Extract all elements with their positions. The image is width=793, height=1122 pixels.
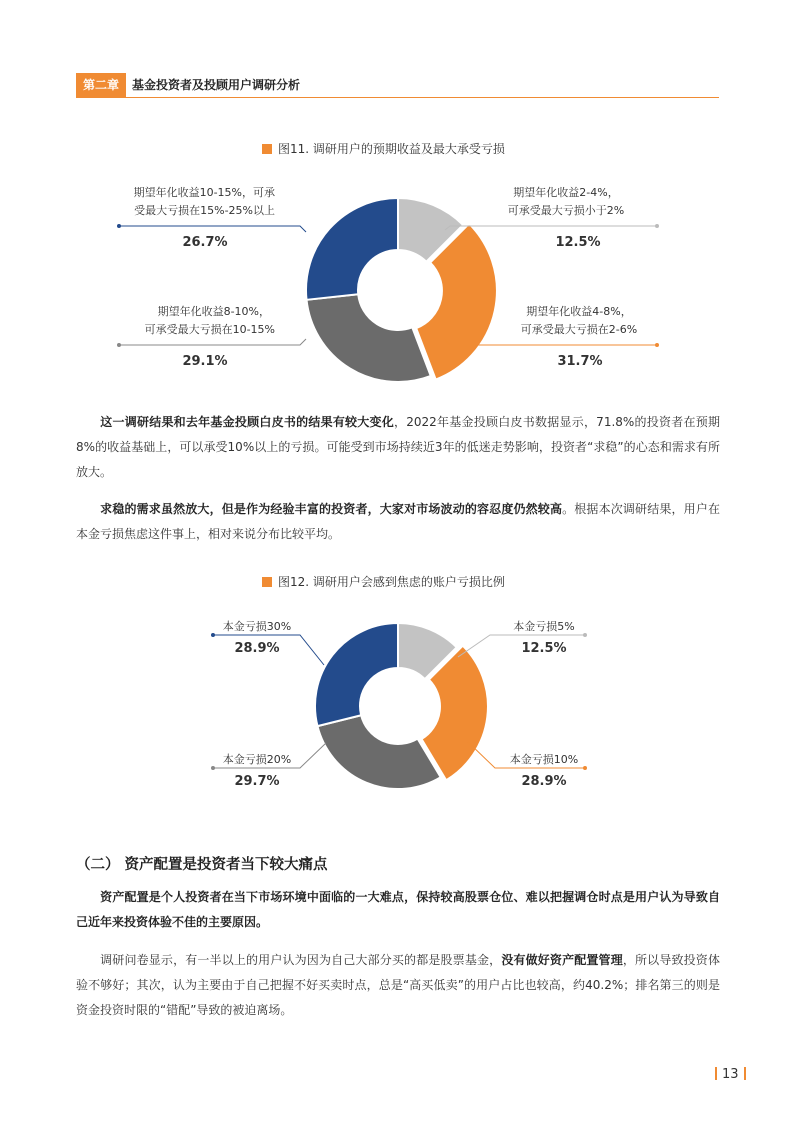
label-line: 本金亏损5% [513,620,575,633]
paragraph-1-bold: 这一调研结果和去年基金投顾白皮书的结果有较大变化 [100,415,395,429]
label-line: 本金亏损30% [222,620,292,633]
figure-12-title [262,574,505,590]
label-line: 期望年化收益8-10%， [157,305,270,318]
page-number [710,1066,751,1084]
page-number-text: 13 [722,1067,739,1082]
figure-12-donut-chart [0,605,793,815]
leader-dot [117,224,121,228]
donut-slice [306,198,398,300]
label-line: 本金亏损10% [509,753,579,766]
paragraph-4-text-c: ，所以导致投资体验不够好；其次，认为主要由于自己把握不好买卖时点，总是“高买低卖”的用户占比也较高，约40.2%；排名第三的则是资金投资时限的“错配”导致的被迫离场。 [76,953,720,1017]
label-line: 本金亏损20% [222,753,292,766]
data-label: 12.5% [521,641,567,656]
leader-line [445,226,657,230]
page-number-bar [715,1067,717,1080]
data-label: 31.7% [557,354,603,369]
chapter-header [76,73,719,98]
page-number-bar [744,1067,746,1080]
data-label: 28.9% [234,641,280,656]
leader-dot [211,766,215,770]
data-label: 26.7% [182,235,228,250]
label-line: 可承受最大亏损在10-15% [144,323,275,336]
paragraph-1 [76,410,720,485]
donut-slice [317,715,440,789]
leader-line [119,226,306,232]
label-line: 期望年化收益2-4%， [513,186,619,199]
label-line: 可承受最大亏损在2-6% [520,323,638,336]
paragraph-2-text: 。根据本次调研结果，用户在本金亏损焦虑这件事上，相对来说分布比较平均。 [76,502,720,541]
data-label: 28.9% [521,774,567,789]
data-label: 29.1% [182,354,228,369]
section-heading: （二） 资产配置是投资者当下较大痛点 [76,857,328,873]
paragraph-2 [76,497,720,547]
paragraph-4-bold: 没有做好资产配置管理 [501,953,623,967]
figure-marker [262,144,272,154]
label-line: 可承受最大亏损小于2% [507,204,625,217]
figure-11-title-text: 图11. 调研用户的预期收益及最大承受亏损 [278,142,505,156]
chapter-tag: 第二章 [76,73,126,97]
paragraph-3-bold: 资产配置是个人投资者在当下市场环境中面临的一大难点，保持较高股票仓位、难以把握调仓时点是用户认为导致自己近年来投资体验不佳的主要原因。 [76,890,720,929]
leader-dot [211,633,215,637]
data-label: 12.5% [555,235,601,250]
leader-dot [655,343,659,347]
paragraph-4-text-a: 调研问卷显示，有一半以上的用户认为因为自己大部分买的都是股票基金， [100,953,502,967]
label-line: 期望年化收益4-8%， [526,305,632,318]
figure-11-donut-chart [0,172,793,412]
label-line: 受最大亏损在15%-25%以上 [134,204,275,217]
leader-dot [655,224,659,228]
leader-dot [117,343,121,347]
figure-marker [262,577,272,587]
leader-dot [583,633,587,637]
data-label: 29.7% [234,774,280,789]
leader-line [119,339,306,345]
figure-12-title-text: 图12. 调研用户会感到焦虑的账户亏损比例 [278,575,505,589]
paragraph-3 [76,885,720,935]
donut-slice [307,294,431,382]
leader-dot [583,766,587,770]
label-line: 期望年化收益10-15%，可承 [133,186,275,199]
figure-11-title [262,141,505,157]
paragraph-2-bold: 求稳的需求虽然放大，但是作为经验丰富的投资者，大家对市场波动的容忍度仍然较高 [100,502,563,516]
donut-slice [315,623,398,726]
chapter-title: 基金投资者及投顾用户调研分析 [132,78,301,92]
paragraph-4 [76,948,720,1023]
paragraph-1-text: ，2022年基金投顾白皮书数据显示，71.8%的投资者在预期8%的收益基础上，可以承受10%以上的亏损。可能受到市场持续近3年的低迷走势影响，投资者“求稳”的心态和需求有所放大。 [76,415,720,479]
